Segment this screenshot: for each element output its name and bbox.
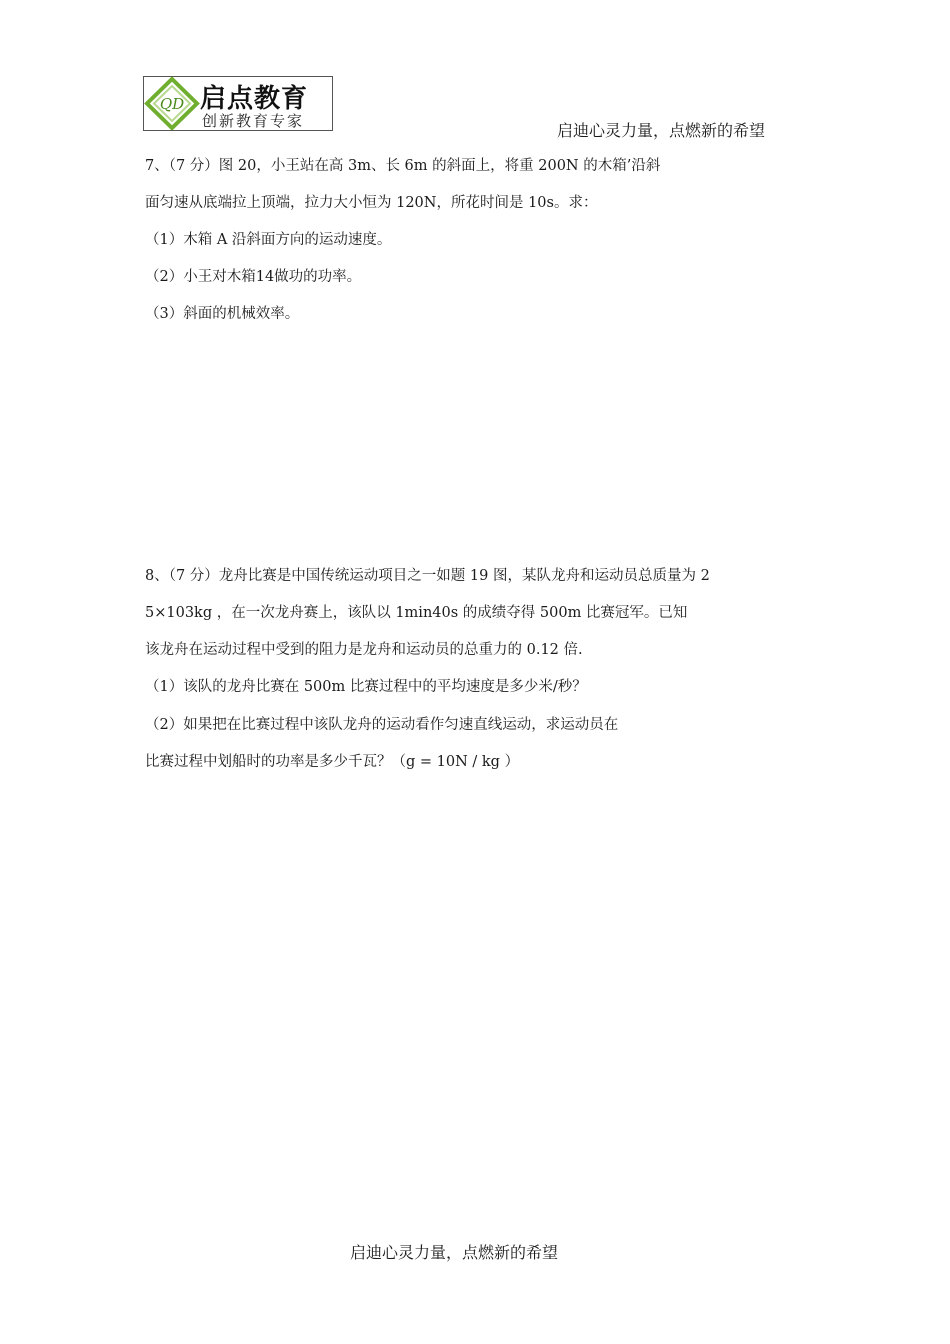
q8-line-3: 该龙舟在运动过程中受到的阻力是龙舟和运动员的总重力的 0.12 倍. <box>145 642 583 658</box>
logo-diamond-icon <box>144 77 200 130</box>
q7-line-2: 面匀速从底端拉上顶端，拉力大小恒为 120N，所花时间是 10s。求： <box>145 195 598 211</box>
q7-line-5: （3）斜面的机械效率。 <box>145 306 300 322</box>
brand-logo <box>143 76 333 131</box>
logo-name: 启点教育 <box>200 84 309 114</box>
q7-line-1: 7、（7 分）图 20，小王站在高 3m、长 6m 的斜面上，将重 200N 的木箱’沿斜 <box>145 158 661 174</box>
q8-line-2: 5×103kg ，在一次龙舟赛上，该队以 1min40s 的成绩夺得 500m 比赛冠军。已知 <box>145 605 688 621</box>
q8-line-6: 比赛过程中划船时的功率是多少千瓦？（g = 10N / kg ） <box>145 754 520 770</box>
q8-line-4: （1）该队的龙舟比赛在 500m 比赛过程中的平均速度是多少米/秒？ <box>145 679 587 695</box>
q8-line-1: 8、（7 分）龙舟比赛是中国传统运动项目之一如题 19 图，某队龙舟和运动员总质量为 2 <box>145 568 710 584</box>
q7-line-4: （2）小王对木箱14做功的功率。 <box>145 269 362 285</box>
logo-icon-label: QD <box>159 95 185 113</box>
q7-line-3: （1）木箱 A 沿斜面方向的运动速度。 <box>145 232 392 248</box>
footer-motto: 启迪心灵力量，点燃新的希望 <box>350 1243 559 1262</box>
header-motto: 启迪心灵力量，点燃新的希望 <box>557 121 766 140</box>
q8-line-5: （2）如果把在比赛过程中该队龙舟的运动看作匀速直线运动，求运动员在 <box>145 717 619 733</box>
logo-slogan: 创新教育专家 <box>202 112 305 130</box>
